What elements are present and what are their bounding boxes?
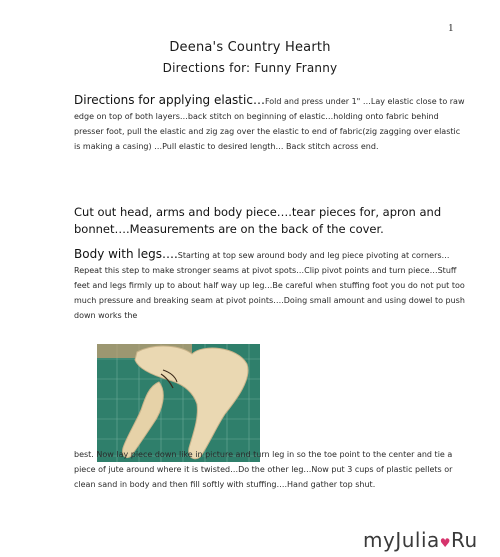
section-text: Cut out head, arms and body piece….tear pieces for, apron and bonnet….Measurements are on the back of the cover. bbox=[74, 205, 442, 236]
page-number: 1 bbox=[448, 22, 454, 34]
watermark-logo bbox=[363, 528, 478, 552]
watermark-text-before: myJulia bbox=[363, 528, 440, 552]
section-text: best. Now lay piece down like in picture and turn leg in so the toe point to the center and tie a piece of jute around where it is twisted…Do the other leg…Now put 3 cups of plastic pellets or clean sand in body and then fill softly with stuffing….Hand gather top shut. bbox=[74, 450, 453, 489]
section-body-with-legs bbox=[74, 247, 466, 323]
section-elastic bbox=[74, 93, 466, 154]
document-subtitle: Directions for: Funny Franny bbox=[162, 61, 338, 75]
cutting-mat-photo-graphic bbox=[97, 344, 260, 462]
stuffed-doll-body-photo bbox=[97, 344, 260, 462]
section-heading: Directions for applying elastic… bbox=[74, 93, 265, 107]
section-cut-out bbox=[74, 204, 466, 238]
section-body-with-legs-continued bbox=[74, 447, 466, 492]
section-heading: Body with legs…. bbox=[74, 247, 178, 261]
document-title: Deena's Country Hearth bbox=[169, 40, 331, 55]
section-text: Fold and press under 1" …Lay elastic close to raw edge on top of both layers…back stitch on beginning of elastic…holding onto fabric behind presser foot, pull the elastic and zig zag over the elastic to end of fabric(zig zagging over elastic is making a casing) …Pull elastic to desired length… Back stitch across end. bbox=[74, 97, 465, 151]
watermark-text-after: Ru bbox=[451, 528, 478, 552]
section-text: Starting at top sew around body and leg piece pivoting at corners…Repeat this step to make stronger seams at pivot spots…Clip pivot points and turn piece…Stuff feet and legs firmly up to about half way up leg…Be careful when stuffing foot you do not put too much pressure and breaking seam at pivot points….Doing small amount and using dowel to push down works the bbox=[74, 251, 465, 320]
heart-icon: ♥ bbox=[439, 536, 452, 550]
